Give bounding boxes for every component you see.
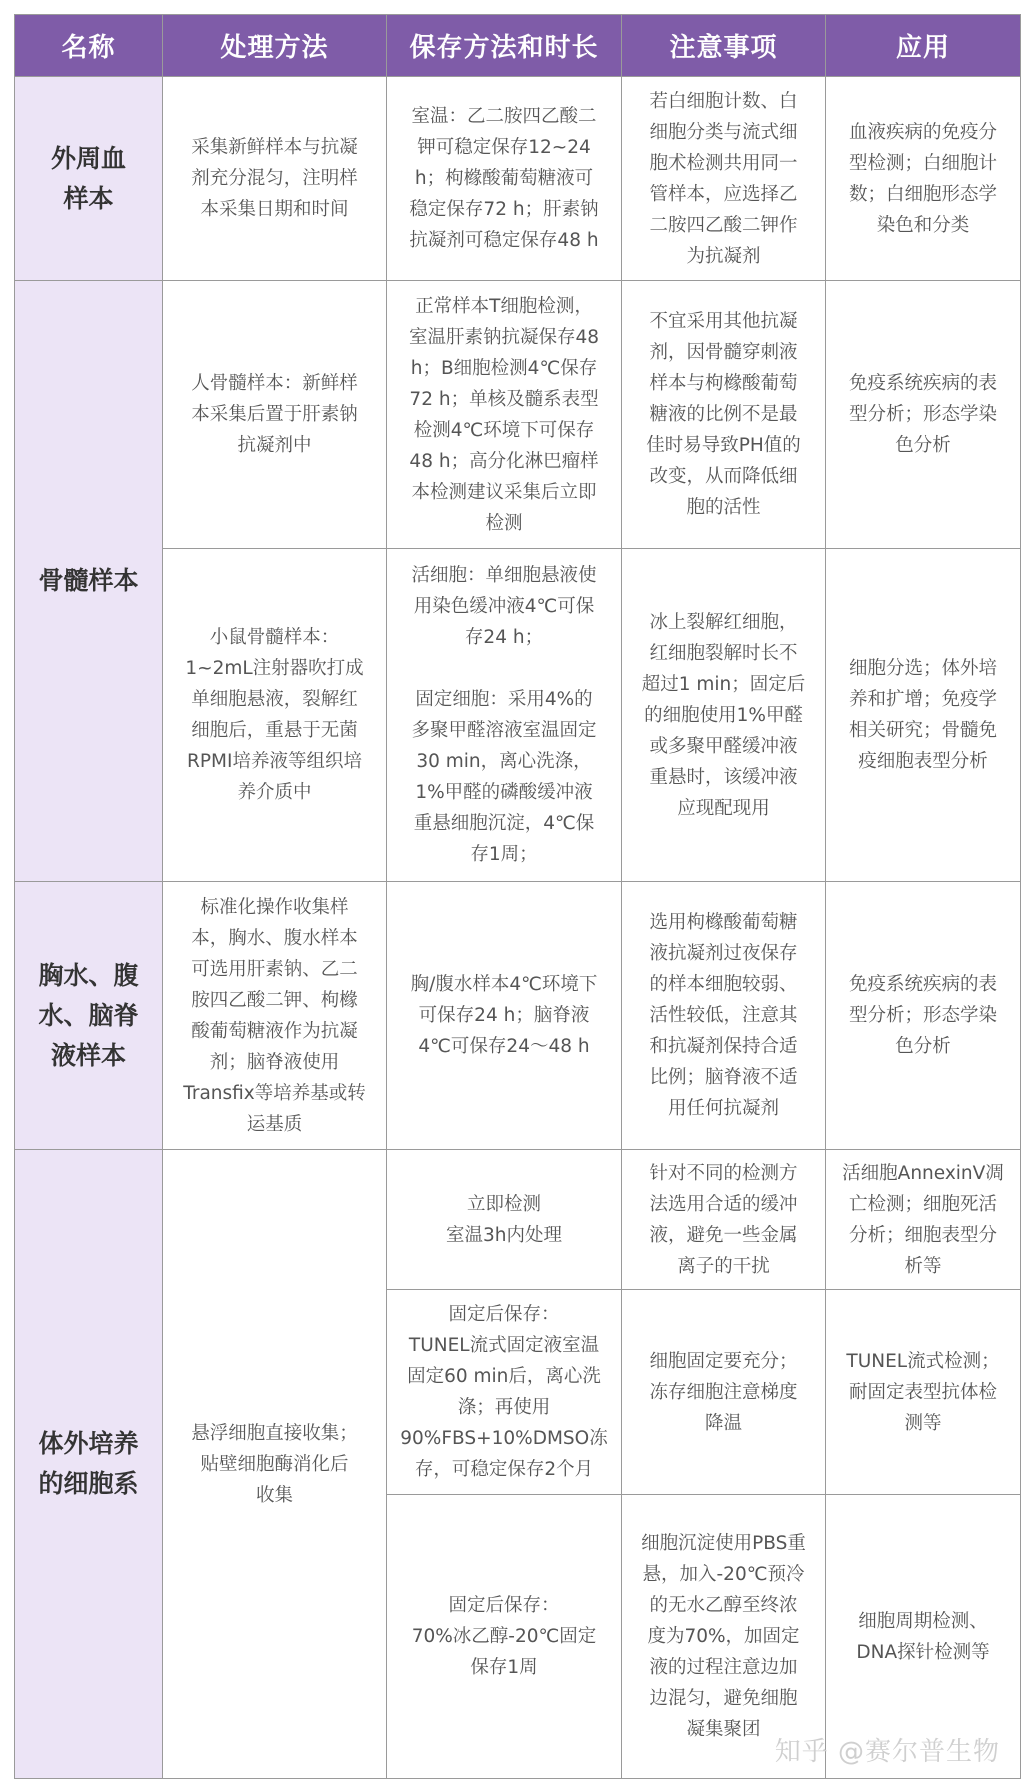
cell-method: 标准化操作收集样 本，胸水、腹水样本 可选用肝素钠、乙二 胺四乙酸二钾、枸橼 酸葡萄糖液作为抗凝 剂；脑脊液使用 Transfix等培养基或转 运基质	[163, 882, 387, 1150]
cell-notes: 选用枸橼酸葡萄糖 液抗凝剂过夜保存 的样本细胞较弱、 活性较低，注意其 和抗凝剂保持合适 比例；脑脊液不适 用任何抗凝剂	[622, 882, 826, 1150]
cell-method: 人骨髓样本：新鲜样 本采集后置于肝素钠 抗凝剂中	[163, 281, 387, 549]
cell-notes: 冰上裂解红细胞， 红细胞裂解时长不 超过1 min；固定后 的细胞使用1%甲醛 或多聚甲醛缓冲液 重悬时，该缓冲液 应现配现用	[622, 549, 826, 882]
cell-method: 悬浮细胞直接收集； 贴壁细胞酶消化后 收集	[163, 1150, 387, 1779]
cell-apps: 活细胞AnnexinV凋 亡检测；细胞死活 分析；细胞表型分 析等	[826, 1150, 1021, 1290]
cell-notes: 不宜采用其他抗凝 剂，因骨髓穿刺液 样本与枸橼酸葡萄 糖液的比例不是最 佳时易导致PH值的 改变，从而降低细 胞的活性	[622, 281, 826, 549]
sample-table	[14, 14, 1021, 1779]
header-row	[15, 15, 1021, 77]
table-row	[15, 1150, 1021, 1290]
cell-storage: 正常样本T细胞检测， 室温肝素钠抗凝保存48 h；B细胞检测4℃保存 72 h；单核及髓系表型 检测4℃环境下可保存 48 h；高分化淋巴瘤样 本检测建议采集后立即 检测	[387, 281, 622, 549]
cell-method: 采集新鲜样本与抗凝 剂充分混匀，注明样 本采集日期和时间	[163, 77, 387, 281]
cell-apps: TUNEL流式检测； 耐固定表型抗体检 测等	[826, 1290, 1021, 1495]
cell-storage: 室温：乙二胺四乙酸二 钾可稳定保存12~24 h；枸橼酸葡萄糖液可 稳定保存72 h；肝素钠 抗凝剂可稳定保存48 h	[387, 77, 622, 281]
cell-apps: 细胞分选；体外培 养和扩增；免疫学 相关研究；骨髓免 疫细胞表型分析	[826, 549, 1021, 882]
header-storage: 保存方法和时长	[387, 15, 622, 77]
cell-apps: 血液疾病的免疫分 型检测；白细胞计 数；白细胞形态学 染色和分类	[826, 77, 1021, 281]
cell-notes: 细胞沉淀使用PBS重 悬，加入-20℃预冷 的无水乙醇至终浓 度为70%，加固定 液的过程注意边加 边混匀，避免细胞 凝集聚团	[622, 1495, 826, 1779]
cell-storage: 胸/腹水样本4℃环境下 可保存24 h；脑脊液 4℃可保存24～48 h	[387, 882, 622, 1150]
cell-storage: 活细胞：单细胞悬液使 用染色缓冲液4℃可保 存24 h； 固定细胞：采用4%的 多聚甲醛溶液室温固定 30 min，离心洗涤， 1%甲醛的磷酸缓冲液 重悬细胞沉淀，4℃保 存1周；	[387, 549, 622, 882]
cell-apps: 免疫系统疾病的表 型分析；形态学染 色分析	[826, 281, 1021, 549]
cell-storage: 固定后保存： TUNEL流式固定液室温 固定60 min后，离心洗 涤；再使用 90%FBS+10%DMSO冻 存，可稳定保存2个月	[387, 1290, 622, 1495]
header-name: 名称	[15, 15, 163, 77]
header-method: 处理方法	[163, 15, 387, 77]
cell-notes: 细胞固定要充分； 冻存细胞注意梯度 降温	[622, 1290, 826, 1495]
cell-notes: 若白细胞计数、白 细胞分类与流式细 胞术检测共用同一 管样本，应选择乙 二胺四乙酸二钾作 为抗凝剂	[622, 77, 826, 281]
table-row	[15, 882, 1021, 1150]
cell-notes: 针对不同的检测方 法选用合适的缓冲 液，避免一些金属 离子的干扰	[622, 1150, 826, 1290]
row-name-fluids: 胸水、腹 水、脑脊 液样本	[15, 882, 163, 1150]
cell-storage: 固定后保存： 70%冰乙醇-20℃固定 保存1周	[387, 1495, 622, 1779]
cell-apps: 细胞周期检测、 DNA探针检测等	[826, 1495, 1021, 1779]
header-notes: 注意事项	[622, 15, 826, 77]
watermark: 知乎 @赛尔普生物	[774, 1737, 1000, 1767]
header-apps: 应用	[826, 15, 1021, 77]
table-row	[15, 77, 1021, 281]
cell-apps: 免疫系统疾病的表 型分析；形态学染 色分析	[826, 882, 1021, 1150]
cell-method: 小鼠骨髓样本： 1~2mL注射器吹打成 单细胞悬液，裂解红 细胞后，重悬于无菌 RPMI培养液等组织培 养介质中	[163, 549, 387, 882]
row-name-marrow: 骨髓样本	[15, 281, 163, 882]
row-name-blood: 外周血 样本	[15, 77, 163, 281]
table-row	[15, 549, 1021, 882]
row-name-culture: 体外培养 的细胞系	[15, 1150, 163, 1779]
cell-storage: 立即检测 室温3h内处理	[387, 1150, 622, 1290]
table-row	[15, 281, 1021, 549]
